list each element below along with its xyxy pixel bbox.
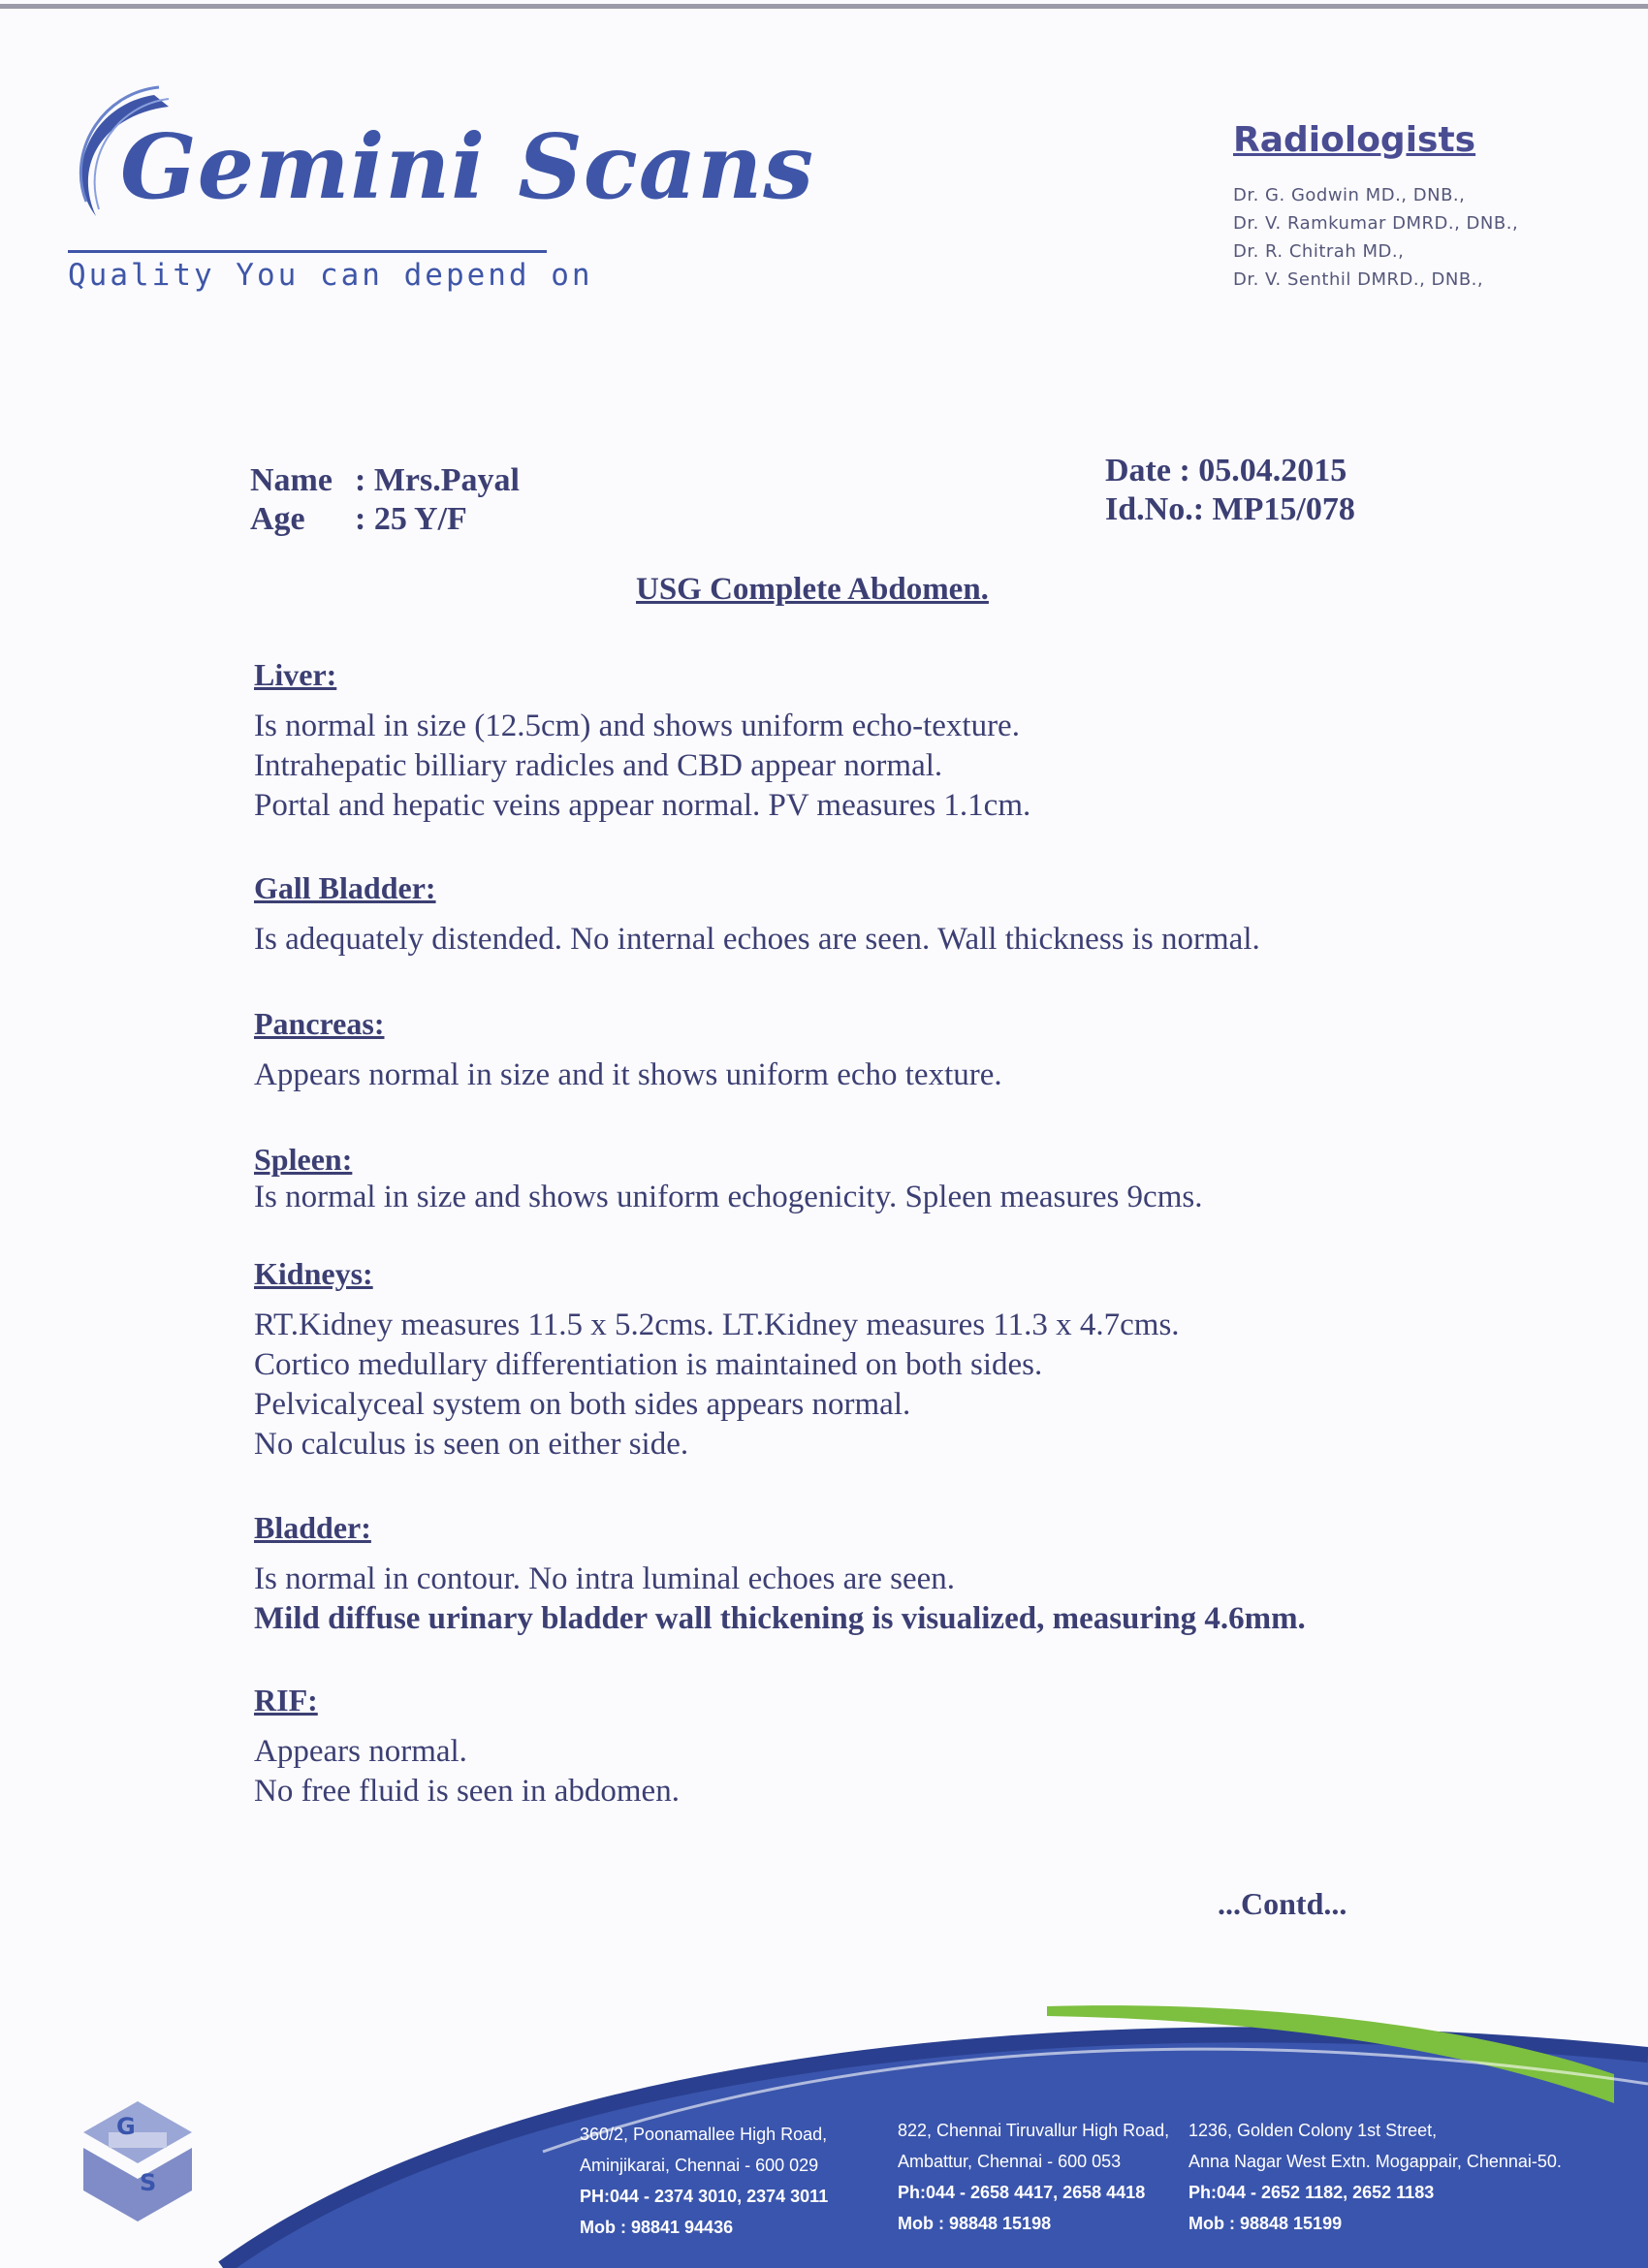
continued-marker: ...Contd...: [1218, 1886, 1347, 1921]
radiologist-name: Dr. V. Senthil DMRD., DNB.,: [1233, 269, 1484, 290]
date-value: : 05.04.2015: [1179, 453, 1347, 488]
report-title: USG Complete Abdomen.: [636, 572, 989, 607]
name-label: Name: [250, 462, 333, 498]
gemini-scans-logo: [62, 85, 815, 308]
finding-line: Is normal in contour. No intra luminal echoes are seen.: [254, 1561, 956, 1596]
section-heading: RIF:: [254, 1683, 318, 1717]
address-line: 822, Chennai Tiruvallur High Road,: [898, 2121, 1170, 2140]
address-line: 360/2, Poonamallee High Road,: [580, 2125, 828, 2144]
mobile-number: Mob : 98848 15199: [1188, 2214, 1343, 2233]
radiologists-panel: [1233, 120, 1601, 294]
address-line: Anna Nagar West Extn. Mogappair, Chennai-50.: [1188, 2152, 1562, 2171]
date-label: Date: [1105, 453, 1171, 488]
page-top-border: [0, 4, 1648, 9]
section-heading: Pancreas:: [254, 1006, 385, 1041]
report-meta: [1105, 452, 1355, 529]
branch-address-ambattur: [898, 2115, 1169, 2239]
branch-address-anna-nagar: [1188, 2115, 1562, 2239]
gs-emblem-icon: [70, 2094, 206, 2229]
finding-line: Appears normal in size and it shows uniform echo texture.: [254, 1057, 1002, 1092]
logo-underline: [68, 250, 547, 253]
branch-address-aminjikarai: [580, 2119, 828, 2243]
mobile-number: Mob : 98848 15198: [898, 2214, 1052, 2233]
section-gall-bladder: [254, 870, 1456, 960]
section-heading: Bladder:: [254, 1510, 371, 1545]
date-row: [1105, 452, 1355, 490]
mobile-number: Mob : 98841 94436: [580, 2218, 734, 2237]
finding-line: Portal and hepatic veins appear normal. PV measures 1.1cm.: [254, 788, 1031, 823]
age-value: : 25 Y/F: [355, 501, 467, 537]
emblem-letter-s: S: [140, 2169, 157, 2196]
phone-number: Ph:044 - 2652 1182, 2652 1183: [1188, 2183, 1435, 2202]
logo-wordmark: Gemini Scans: [120, 114, 815, 219]
section-heading: Spleen:: [254, 1142, 353, 1177]
finding-line: No free fluid is seen in abdomen.: [254, 1774, 680, 1809]
patient-info: [250, 461, 520, 539]
finding-line: Is normal in size (12.5cm) and shows uniform echo-texture.: [254, 709, 1020, 743]
section-heading: Liver:: [254, 657, 337, 692]
finding-line: Cortico medullary differentiation is maintained on both sides.: [254, 1347, 1043, 1382]
section-liver: [254, 657, 1456, 826]
phone-number: Ph:044 - 2658 4417, 2658 4418: [898, 2183, 1146, 2202]
finding-line: Pelvicalyceal system on both sides appears normal.: [254, 1387, 911, 1422]
id-value: MP15/078: [1212, 491, 1355, 527]
section-bladder: [254, 1510, 1456, 1639]
radiologist-name: Dr. G. Godwin MD., DNB.,: [1233, 185, 1466, 205]
id-row: [1105, 490, 1355, 529]
section-pancreas: [254, 1006, 1456, 1095]
finding-line: Is adequately distended. No internal echoes are seen. Wall thickness is normal.: [254, 922, 1260, 957]
section-heading: Kidneys:: [254, 1256, 373, 1291]
patient-name-row: [250, 461, 520, 500]
radiologists-heading: Radiologists: [1233, 120, 1476, 160]
finding-line: No calculus is seen on either side.: [254, 1427, 689, 1462]
address-line: Aminjikarai, Chennai - 600 029: [580, 2156, 819, 2175]
finding-line-emphasis: Mild diffuse urinary bladder wall thickening is visualized, measuring 4.6mm.: [254, 1601, 1306, 1636]
finding-line: Appears normal.: [254, 1734, 467, 1769]
section-spleen: [254, 1142, 1456, 1217]
emblem-letter-g: G: [116, 2113, 136, 2140]
name-value: : Mrs.Payal: [355, 462, 520, 498]
phone-number: PH:044 - 2374 3010, 2374 3011: [580, 2187, 829, 2206]
section-heading: Gall Bladder:: [254, 870, 436, 905]
finding-line: Intrahepatic billiary radicles and CBD appear normal.: [254, 748, 943, 783]
finding-line: Is normal in size and shows uniform echogenicity. Spleen measures 9cms.: [254, 1180, 1203, 1214]
patient-age-row: [250, 500, 520, 539]
age-label: Age: [250, 501, 305, 537]
address-line: Ambattur, Chennai - 600 053: [898, 2152, 1122, 2171]
section-kidneys: [254, 1256, 1456, 1465]
radiologist-name: Dr. V. Ramkumar DMRD., DNB.,: [1233, 213, 1519, 234]
id-label: Id.No.:: [1105, 491, 1205, 527]
section-rif: [254, 1683, 1456, 1811]
radiologist-name: Dr. R. Chitrah MD.,: [1233, 241, 1405, 262]
logo-tagline: Quality You can depend on: [68, 258, 593, 293]
address-line: 1236, Golden Colony 1st Street,: [1188, 2121, 1438, 2140]
finding-line: RT.Kidney measures 11.5 x 5.2cms. LT.Kidney measures 11.3 x 4.7cms.: [254, 1307, 1180, 1342]
